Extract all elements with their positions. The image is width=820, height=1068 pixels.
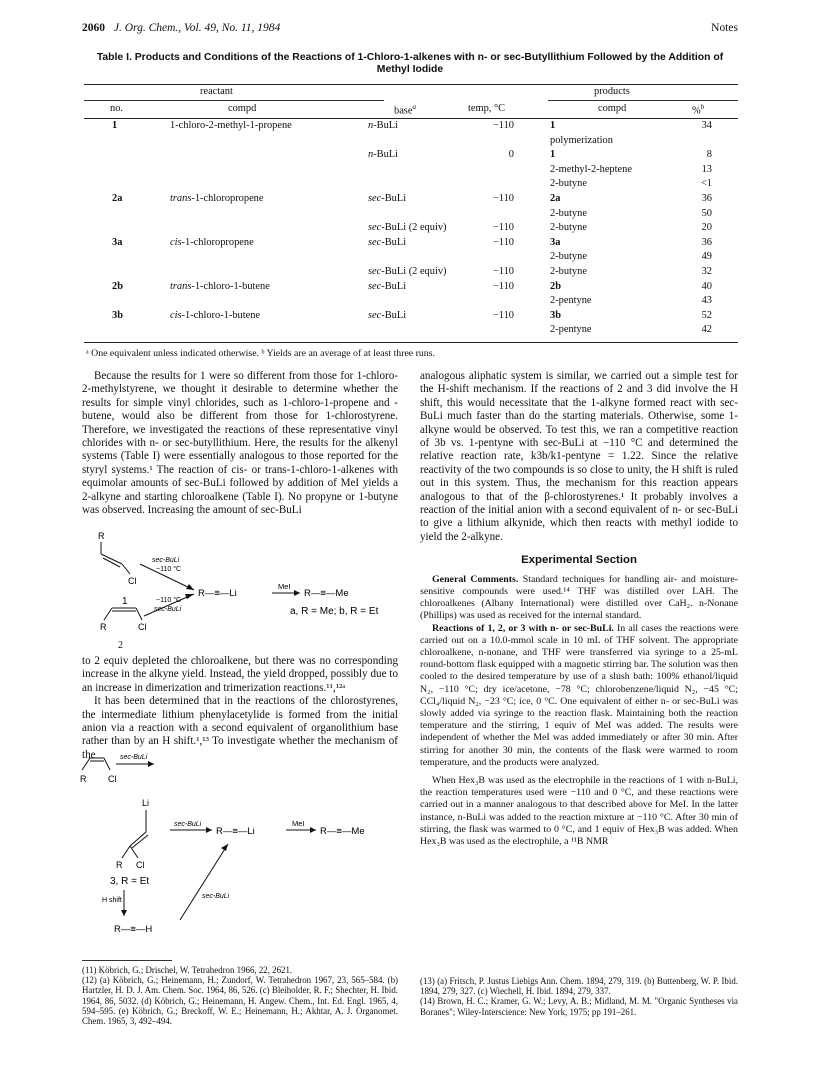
table-cell-product: 1 (550, 120, 556, 131)
table-cell-pct: 32 (701, 266, 712, 277)
table-cell-compd: trans-1-chloropropene (170, 193, 264, 204)
col-header-yield: %$^b$ (692, 103, 705, 117)
table-cell-base: sec-BuLi (2 equiv) (368, 222, 447, 234)
lithium-alkynide: R—≡—Li (216, 826, 255, 837)
methyl-alkyne: R—≡—Me (304, 588, 349, 599)
reaction-scheme-1 (82, 530, 402, 638)
reagent-sec-buli-3: sec-BuLi (202, 893, 230, 900)
section-name: Notes (711, 22, 738, 34)
methyl-iodide-reagent: MeI (292, 819, 305, 828)
table-cell-temp: 0 (508, 149, 514, 161)
experimental-heading: Experimental Section (521, 554, 637, 567)
table-cell-compd: cis-1-chloropropene (170, 236, 254, 248)
general-comments-paragraph: General Comments. Standard techniques for handling air- and moisture-sensitive compounds were used.¹⁴ THF was distilled over LAH. The chloroalkenes (Albany International) were distilled over CaH₂. n-Nonane (Phillips) was used as received for the internal standard. (420, 573, 738, 622)
running-header (82, 22, 738, 38)
chloro-bottom: Cl (138, 622, 147, 632)
paragraph: It has been determined that in the reactions of the chlorostyrenes, the intermediate lithium phenylacetylide is formed from the initial anion via a reaction with a second equivalent of organolithium base rather than by an H shift.¹,¹³ To investigate whether the mechanism of the (82, 695, 398, 761)
table-cell-product: 2-butyne (550, 251, 587, 263)
col-header-temp: temp, °C (468, 103, 506, 114)
chloro-2: Cl (136, 860, 145, 870)
chloro: Cl (108, 774, 117, 784)
table-cell-no: 2b (112, 280, 123, 292)
table-cell-product: 2-pentyne (550, 324, 592, 336)
table-footnote: ᵃ One equivalent unless indicated otherwise. ᵇ Yields are an average of at least three runs. (86, 348, 435, 359)
table-cell-pct: <1 (700, 178, 712, 190)
methyl-alkyne: R—≡—Me (320, 826, 365, 837)
left-column-text-2 (82, 655, 398, 762)
table-cell-base: sec-BuLi (2 equiv) (368, 266, 447, 277)
compound-label-2: 2 (118, 640, 123, 651)
table-cell-pct: 50 (701, 207, 712, 219)
reagent-sec-buli-2: sec-BuLi (174, 821, 202, 828)
table-cell-temp: −110 (492, 236, 514, 248)
table-cell-no: 1 (112, 120, 118, 131)
substituent-r-top: R (98, 531, 105, 541)
table-cell-pct: 20 (701, 222, 712, 234)
table-cell-temp: −110 (492, 309, 514, 321)
lithium: Li (142, 798, 150, 808)
table-cell-product: 2-methyl-2-heptene (550, 163, 632, 175)
methyl-iodide-reagent: MeI (278, 582, 291, 591)
reagent-sec-buli-1: sec-BuLi (120, 754, 148, 761)
footnote-12: (12) (a) Köbrich, G.; Heinemann, H.; Zundorf, W. Tetrahedron 1967, 23, 565–584. (b) Hartzler, H. D. J. Am. Chem. Soc. 1964, 86, 526. (c) Bleiholder, R. F.; Shechter, H. Ibid. 1964, 86, 5032. (d) Köbrich, G.; Heinemann, H. Angew. Chem., Int. Ed. Engl. 1965, 4, 594–595. (e) Köbrich, G.; Breckoff, W. E.; Heinemann, H.; Akhtar, A. J. Organomet. Chem. 1965, 3, 492–494. (82, 975, 398, 1027)
table-cell-no: 3b (112, 309, 123, 321)
terminal-alkyne: R—≡—H (114, 924, 153, 935)
footnote-11: (11) Köbrich, G.; Drischel, W. Tetrahedron 1966, 22, 2621. (82, 965, 293, 975)
chloro-top: Cl (128, 576, 137, 586)
table-cell-pct: 49 (701, 251, 712, 263)
table-cell-base: sec-BuLi (368, 236, 407, 248)
table-cell-compd: trans-1-chloro-1-butene (170, 280, 270, 292)
footnotes-right (420, 976, 738, 1017)
table-cell-no: 3a (112, 236, 123, 248)
table-cell-pct: 40 (701, 280, 712, 292)
scheme-1-caption: a, R = Me; b, R = Et (290, 606, 379, 617)
table-caption: Table I. Products and Conditions of the Reactions of 1-Chloro-1-alkenes with n- or sec-Butyllithium Followed by the Addition of Methyl Iodide (96, 52, 724, 75)
table-cell-base: n-BuLi (368, 149, 399, 161)
reactions-paragraph: Reactions of 1, 2, or 3 with n- or sec-BuLi. In all cases the reactions were carried out on a 10.0-mmol scale in 10 mL of THF solvent. The appropriate chloroalkene, n-nonane, and THF were transferred via syringe to a 25-mL round-bottom flask equipped with a magnetic stirring bar. The solution was then cooled to the desired temperature by use of a slush bath: 100% ethanol/liquid N₂, −110 °C; dry ice/acetone, −78 °C; chlorobenzene/liquid N₂, −45 °C; CCl₄/liquid N₂, −23 °C; ice, 0 °C. One equivalent of either n- or sec-BuLi was slowly added via syringe to the reaction flask. Maintaining both the reaction temperature and the stirring, 1 equiv of MeI was added. The results were independent of whether the MeI was added immediately or after 30 min. After stirring for another 30 min, the contents of the flask were warmed to room temperature, and the products were analyzed. (420, 622, 738, 768)
table-cell-no: 2a (112, 193, 123, 204)
table-cell-product: 2a (550, 193, 561, 204)
table-cell-base: sec-BuLi (368, 309, 407, 321)
footnote-14: (14) Brown, H. C.; Kramer, G. W.; Levy, A. B.; Midland, M. M. "Organic Syntheses via Boranes"; Wiley-Interscience: New York, 1975; pp 191–261. (420, 996, 738, 1017)
right-column-text (420, 370, 738, 848)
table-cell-pct: 52 (701, 309, 712, 321)
table-cell-temp: −110 (492, 222, 514, 234)
table-cell-temp: −110 (492, 120, 514, 131)
table-cell-product: 3a (550, 236, 561, 248)
paragraph: Because the results for 1 were so different from those for 1-chloro-2-methylstyrene, we thought it desirable to determine whether the results for simple vinyl chlorides, such as 1-chloro-1-propene and -butene, would also be different from those for 1-chlorostyrene. Therefore, we investigated the reactions of these representative vinyl chlorides with n- or sec-butyllithium. Here, the results for the alkenyl systems (Table I) were essentially analogous to those reported for the styryl systems.¹ The reaction of cis- or trans-1-chloro-1-alkenes with equimolar amounts of sec-BuLi followed by addition of MeI yields a 2-alkyne and starting chloroalkene (Table I). No propyne or 1-butyne was observed. Increasing the amount of sec-BuLi (82, 370, 398, 517)
table-cell-product: 2b (550, 280, 561, 292)
substituent-r: R (80, 774, 87, 784)
table-cell-temp: −110 (492, 266, 514, 277)
substituent-r-2: R (116, 860, 123, 870)
substituent-r-bottom: R (100, 622, 107, 632)
temp-bottom: −110 °C (156, 597, 182, 604)
table-cell-pct: 36 (701, 193, 712, 204)
table-cell-product: 2-butyne (550, 222, 587, 234)
compound-label-1: 1 (122, 596, 128, 607)
table-cell-product: polymerization (550, 134, 613, 146)
reactant-group-header: reactant (200, 86, 233, 97)
table-cell-product: 2-butyne (550, 178, 587, 190)
table-cell-pct: 42 (701, 324, 712, 336)
table-cell-temp: −110 (492, 280, 514, 292)
table-cell-temp: −110 (492, 193, 514, 204)
paragraph: to 2 equiv depleted the chloroalkene, but there was no corresponding increase in the alkyne yield. Instead, the yield dropped, possibly due to an increase in dimerization and trimerization reactions.¹¹,¹²ᵃ (82, 655, 398, 694)
table-cell-product: 1 (550, 149, 556, 161)
table-cell-pct: 13 (701, 163, 712, 175)
footnote-13: (13) (a) Fritsch, P. Justus Liebigs Ann. Chem. 1894, 279, 319. (b) Buttenberg, W. P. Ibid. 1894, 279, 327. (c) Wiechell, H. Ibid. 1894, 279, 337. (420, 976, 738, 997)
temp-top: −110 °C (156, 566, 182, 573)
col-header-compd: compd (228, 103, 257, 114)
table-cell-compd: 1-chloro-2-methyl-1-propene (170, 120, 292, 131)
table-cell-base: sec-BuLi (368, 280, 407, 292)
results-table (84, 84, 738, 342)
table-cell-pct: 36 (701, 236, 712, 248)
col-header-no: no. (110, 103, 123, 114)
products-group-header: products (594, 86, 630, 97)
table-cell-base: n-BuLi (368, 120, 399, 131)
table-cell-product: 2-butyne (550, 207, 587, 219)
footnotes-left (82, 965, 398, 1026)
col-header-base: base$^a$ (394, 103, 416, 117)
table-cell-compd: cis-1-chloro-1-butene (170, 309, 261, 321)
table-cell-product: 3b (550, 309, 561, 321)
reagent-top: sec-BuLi (152, 557, 180, 564)
hex3b-paragraph: When Hex₃B was used as the electrophile in the reactions of 1 with n-BuLi, the reaction temperatures used were −110 and 0 °C, and these reactions were carried out in a manner analogous to that described above for MeI. In the latter instance, n-BuLi was added to the reaction mixture at −110 °C. After 30 min of stirring, the flask was warmed to 0 °C, and 1 equiv of Hex₃B was added. When Hex₃B was used as the electrophile, a ¹¹B NMR (420, 774, 738, 847)
table-cell-pct: 8 (706, 149, 712, 161)
reaction-scheme-2 (82, 748, 402, 948)
table-cell-product: 2-pentyne (550, 295, 592, 307)
journal-citation: J. Org. Chem., Vol. 49, No. 11, 1984 (113, 22, 281, 34)
compound-label-3: 3, R = Et (110, 876, 150, 887)
table-cell-product: 2-butyne (550, 266, 587, 277)
page-number: 2060 (82, 22, 105, 34)
reagent-bottom: sec-BuLi (154, 606, 182, 613)
table-cell-pct: 43 (701, 295, 712, 307)
table-cell-pct: 34 (701, 120, 712, 131)
table-cell-base: sec-BuLi (368, 193, 407, 204)
col-header-product: compd (598, 103, 627, 114)
lithium-alkynide: R—≡—Li (198, 588, 237, 599)
paragraph: analogous aliphatic system is similar, we carried out a simple test for the H-shift mechanism. If the reactions of 2 and 3 did involve the H shift, this would necessitate that the 1-alkyne formed react with sec-BuLi much faster than do the starting materials. Otherwise, some 1-alkyne would be observed. To test this, we ran a competitive reaction of 3b vs. 1-pentyne with sec-BuLi at −110 °C and determined the relative reaction rate, k3b/k1-pentyne = 1.22. Since the relative reactivity of the two compounds is so close to unity, the H shift is ruled out in this system. Thus, the mechanism for this reaction appears analogous to that of the β-chlorostyrenes.¹ It probably involves a reaction of the initial anion with a second equivalent of n- or sec-BuLi to give a lithium alkynide, which then reacts with methyl iodide to yield the 2-alkyne. (420, 370, 738, 543)
left-column-text-1 (82, 370, 398, 517)
h-shift-label: H shift (102, 897, 122, 904)
